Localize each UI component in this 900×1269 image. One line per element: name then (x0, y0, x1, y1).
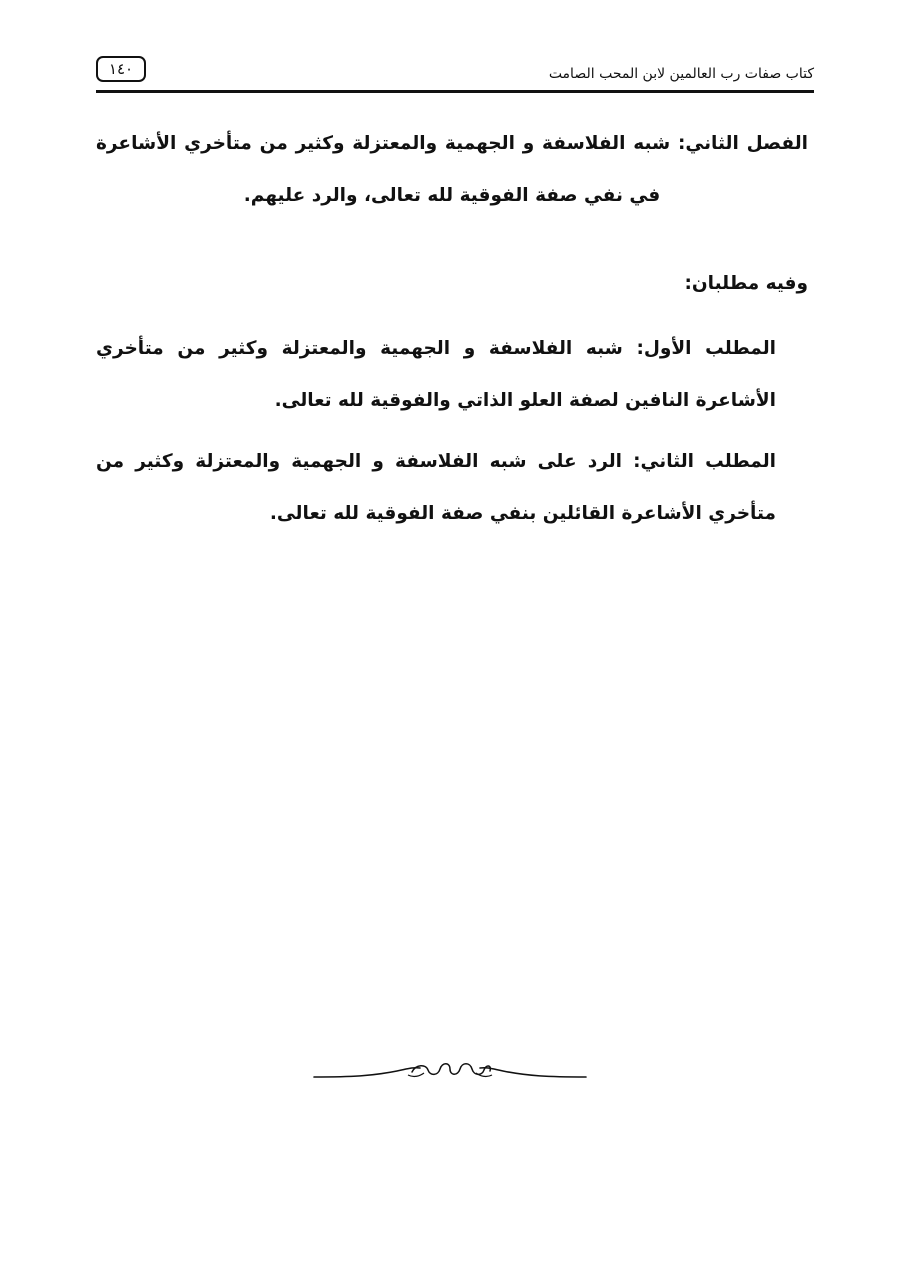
running-header-title: كتاب صفات رب العالمين لابن المحب الصامت (548, 66, 814, 82)
header-rule (96, 90, 814, 93)
section-first-heading: المطلب الأول: شبه الفلاسفة و الجهمية والمعتزلة وكثير من متأخري الأشاعرة النافين لصفة العلو الذاتي والفوقية لله تعالى. (96, 338, 776, 411)
section-second-heading: المطلب الثاني: الرد على شبه الفلاسفة و الجهمية والمعتزلة وكثير من متأخري الأشاعرة القائلين بنفي صفة الفوقية لله تعالى. (96, 451, 776, 524)
chapter-title: الفصل الثاني: شبه الفلاسفة و الجهمية والمعتزلة وكثير من متأخري الأشاعرة في نفي صفة الفوقية لله تعالى، والرد عليهم. (96, 133, 808, 206)
page-header (96, 52, 814, 96)
flourish-divider-icon (312, 1058, 588, 1088)
intro-line: وفيه مطلبان: (684, 273, 808, 294)
page-number: ١٤٠ (96, 56, 146, 82)
